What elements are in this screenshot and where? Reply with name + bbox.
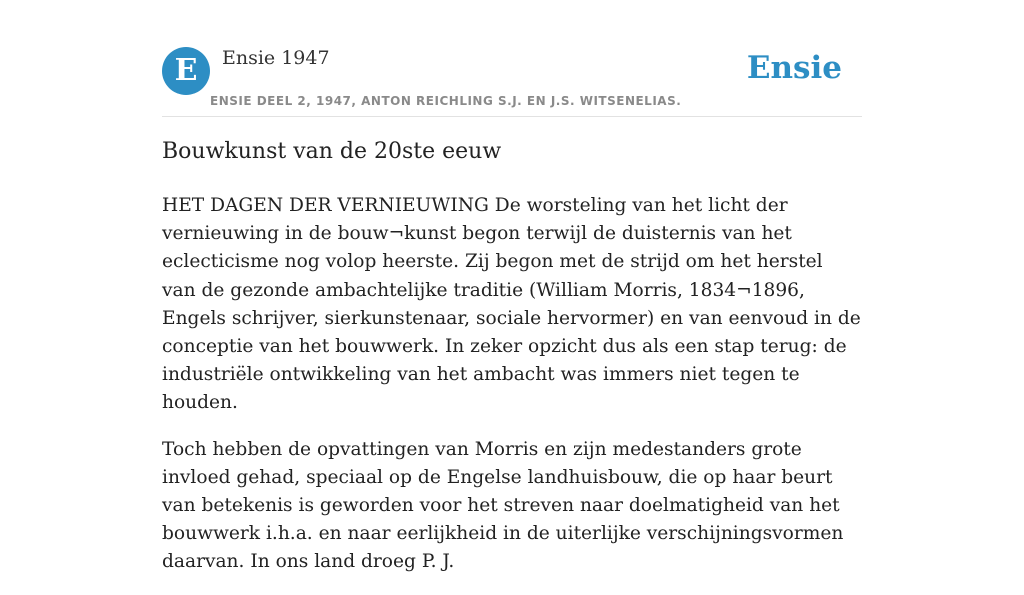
book-title[interactable]: Ensie 1947 [222, 47, 330, 69]
brand-logo[interactable]: Ensie [746, 50, 842, 86]
header [162, 44, 862, 117]
ensie-logo-icon[interactable]: E [162, 47, 210, 95]
article-title: Bouwkunst van de 20ste eeuw [162, 139, 502, 164]
article-body [162, 192, 862, 595]
article-paragraph-1: HET DAGEN DER VERNIEUWING De worsteling van het licht der vernieuwing in de bouw¬kunst begon terwijl de duisternis van het eclecticisme nog volop heerste. Zij begon met de strijd om het herstel van de gezonde ambachtelijke traditie (William Morris, 1834¬1896, Engels schrijver, sierkunstenaar, sociale hervormer) en van eenvoud in de conceptie van het bouwwerk. In zeker opzicht dus als een stap terug: de industriële ontwikkeling van het ambacht was immers niet tegen te houden. [162, 195, 861, 414]
book-meta: ENSIE DEEL 2, 1947, ANTON REICHLING S.J. EN J.S. WITSENELIAS. [210, 94, 682, 108]
article-paragraph-2: Toch hebben de opvattingen van Morris en zijn medestanders grote invloed gehad, speciaal op de Engelse landhuisbouw, die op haar beurt van betekenis is geworden voor het streven naar doelmatigheid van het bouwwerk i.h.a. en naar eerlijkheid in de uiterlijke verschijningsvormen daarvan. In ons land droeg P. J. [162, 438, 844, 573]
